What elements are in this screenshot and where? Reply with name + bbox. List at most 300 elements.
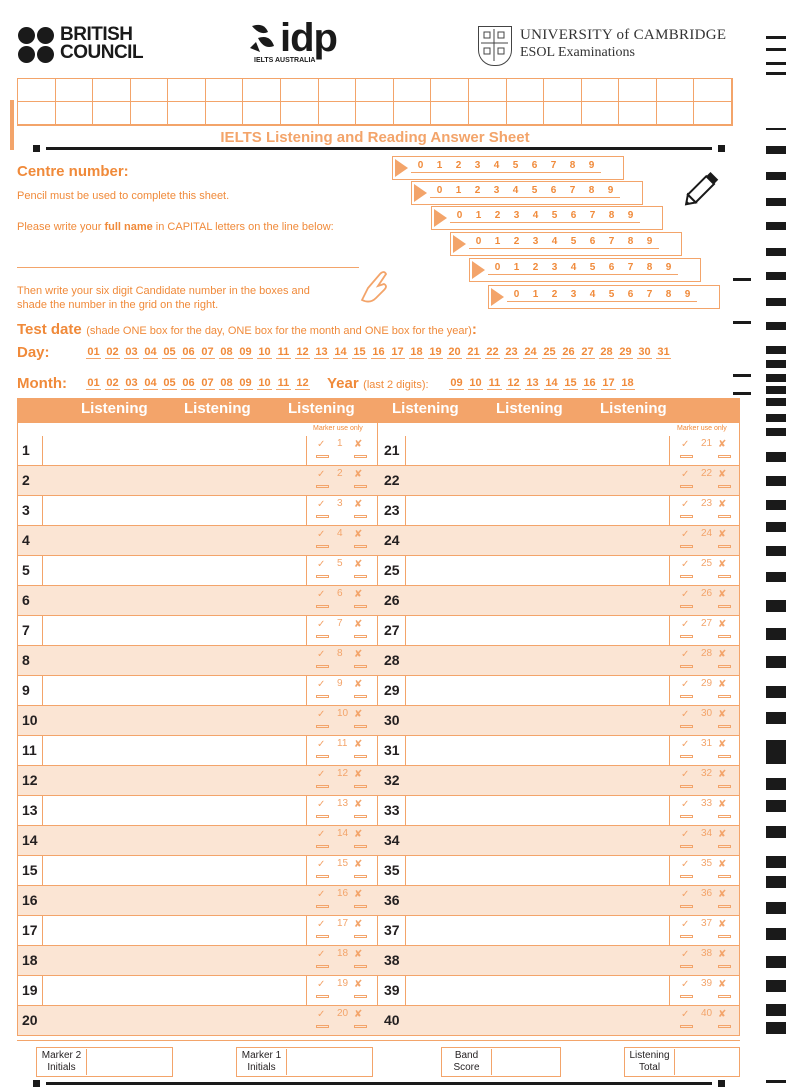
- name-letter-cell[interactable]: [356, 79, 394, 102]
- day-option[interactable]: 25: [543, 346, 556, 358]
- correct-mark-box[interactable]: [316, 1025, 329, 1028]
- candidate-digit-option[interactable]: 7: [563, 185, 582, 198]
- candidate-digit-option[interactable]: 3: [507, 210, 526, 223]
- correct-mark-box[interactable]: [316, 725, 329, 728]
- answer-field[interactable]: [43, 706, 305, 735]
- answer-field[interactable]: [406, 526, 668, 555]
- full-name-line[interactable]: [17, 267, 359, 268]
- incorrect-mark-box[interactable]: [354, 875, 367, 878]
- day-option[interactable]: 01: [87, 346, 100, 358]
- correct-mark-box[interactable]: [680, 1025, 693, 1028]
- name-letter-cell[interactable]: [56, 79, 94, 102]
- day-option[interactable]: 06: [182, 346, 195, 358]
- incorrect-mark-box[interactable]: [718, 485, 731, 488]
- question-number: 5: [22, 562, 30, 578]
- strip-arrow-icon: [395, 159, 408, 177]
- correct-mark-box[interactable]: [680, 965, 693, 968]
- incorrect-mark-box[interactable]: [718, 935, 731, 938]
- year-option[interactable]: 18: [621, 377, 634, 389]
- incorrect-mark-box[interactable]: [354, 515, 367, 518]
- incorrect-mark-box[interactable]: [718, 515, 731, 518]
- name-letter-cell[interactable]: [431, 102, 469, 125]
- year-option[interactable]: 12: [507, 377, 520, 389]
- listening-total-box[interactable]: [624, 1047, 740, 1077]
- correct-mark-box[interactable]: [316, 575, 329, 578]
- correct-mark-box[interactable]: [680, 605, 693, 608]
- day-option[interactable]: 18: [410, 346, 423, 358]
- candidate-digit-option[interactable]: 8: [563, 160, 582, 173]
- candidate-digit-option[interactable]: 4: [564, 262, 583, 275]
- correct-mark-box[interactable]: [680, 635, 693, 638]
- answer-field[interactable]: [43, 526, 305, 555]
- answer-field[interactable]: [43, 796, 305, 825]
- day-option[interactable]: 12: [296, 346, 309, 358]
- incorrect-mark-box[interactable]: [718, 695, 731, 698]
- day-option[interactable]: 22: [486, 346, 499, 358]
- incorrect-mark-box[interactable]: [354, 995, 367, 998]
- day-option[interactable]: 19: [429, 346, 442, 358]
- candidate-digit-option[interactable]: 6: [525, 160, 544, 173]
- question-number: 7: [22, 622, 30, 638]
- answer-field[interactable]: [43, 646, 305, 675]
- name-letter-cell[interactable]: [544, 102, 582, 125]
- answer-field[interactable]: [43, 676, 305, 705]
- name-letter-cell[interactable]: [18, 79, 56, 102]
- answer-field[interactable]: [43, 916, 305, 945]
- candidate-digit-option[interactable]: 0: [430, 185, 449, 198]
- incorrect-mark-box[interactable]: [718, 635, 731, 638]
- name-letter-cell[interactable]: [394, 79, 432, 102]
- incorrect-mark-box[interactable]: [718, 785, 731, 788]
- year-option[interactable]: 16: [583, 377, 596, 389]
- incorrect-mark-box[interactable]: [718, 665, 731, 668]
- answer-field[interactable]: [406, 496, 668, 525]
- candidate-digit-option[interactable]: 1: [507, 262, 526, 275]
- answer-field[interactable]: [43, 436, 305, 465]
- name-letter-cell[interactable]: [469, 79, 507, 102]
- correct-mark-box[interactable]: [316, 455, 329, 458]
- name-letter-cell[interactable]: [394, 102, 432, 125]
- day-option[interactable]: 17: [391, 346, 404, 358]
- incorrect-mark-box[interactable]: [354, 485, 367, 488]
- day-option[interactable]: 03: [125, 346, 138, 358]
- candidate-digit-option[interactable]: 7: [602, 236, 621, 249]
- name-letter-cell[interactable]: [507, 102, 545, 125]
- candidate-digit-option[interactable]: 1: [488, 236, 507, 249]
- answer-field[interactable]: [43, 766, 305, 795]
- answer-field[interactable]: [43, 946, 305, 975]
- candidate-digit-option[interactable]: 4: [545, 236, 564, 249]
- month-option[interactable]: 10: [258, 377, 271, 389]
- incorrect-mark-box[interactable]: [718, 455, 731, 458]
- candidate-digit-option[interactable]: 0: [507, 289, 526, 302]
- candidate-digit-option[interactable]: 5: [545, 210, 564, 223]
- tick-icon: ✓: [681, 799, 690, 810]
- candidate-digit-option[interactable]: 0: [488, 262, 507, 275]
- day-option[interactable]: 07: [201, 346, 214, 358]
- answer-field[interactable]: [406, 856, 668, 885]
- incorrect-mark-box[interactable]: [354, 455, 367, 458]
- cross-icon: ✘: [718, 769, 727, 780]
- candidate-digit-option[interactable]: 6: [564, 210, 583, 223]
- correct-mark-box[interactable]: [316, 845, 329, 848]
- incorrect-mark-box[interactable]: [718, 845, 731, 848]
- correct-mark-box[interactable]: [316, 905, 329, 908]
- candidate-digit-option[interactable]: 8: [640, 262, 659, 275]
- candidate-digit-option[interactable]: 8: [602, 210, 621, 223]
- day-option[interactable]: 20: [448, 346, 461, 358]
- incorrect-mark-box[interactable]: [718, 1025, 731, 1028]
- name-letter-cell[interactable]: [93, 79, 131, 102]
- correct-mark-box[interactable]: [316, 785, 329, 788]
- correct-mark-box[interactable]: [680, 845, 693, 848]
- marker2-initials-box[interactable]: [36, 1047, 173, 1077]
- candidate-digit-option[interactable]: 3: [487, 185, 506, 198]
- correct-mark-box[interactable]: [316, 875, 329, 878]
- candidate-digit-option[interactable]: 9: [601, 185, 620, 198]
- incorrect-mark-box[interactable]: [354, 725, 367, 728]
- correct-mark-box[interactable]: [316, 815, 329, 818]
- month-option[interactable]: 11: [277, 377, 290, 389]
- question-number: 22: [384, 472, 400, 488]
- month-option[interactable]: 01: [87, 377, 100, 389]
- answer-field[interactable]: [406, 736, 668, 765]
- name-letter-cell[interactable]: [243, 79, 281, 102]
- candidate-digit-option[interactable]: 8: [582, 185, 601, 198]
- day-option[interactable]: 30: [638, 346, 651, 358]
- incorrect-mark-box[interactable]: [354, 635, 367, 638]
- candidate-digit-option[interactable]: 0: [411, 160, 430, 173]
- incorrect-mark-box[interactable]: [354, 905, 367, 908]
- candidate-digit-option[interactable]: 1: [449, 185, 468, 198]
- incorrect-mark-box[interactable]: [354, 815, 367, 818]
- candidate-digit-option[interactable]: 2: [468, 185, 487, 198]
- year-option[interactable]: 10: [469, 377, 482, 389]
- marker1-initials-box[interactable]: [236, 1047, 373, 1077]
- answer-field[interactable]: [43, 826, 305, 855]
- candidate-digit-option[interactable]: 9: [582, 160, 601, 173]
- name-letter-cell[interactable]: [243, 102, 281, 125]
- incorrect-mark-box[interactable]: [354, 545, 367, 548]
- marker-question-number: 4: [337, 528, 343, 539]
- answer-field[interactable]: [406, 886, 668, 915]
- name-letter-cell[interactable]: [281, 102, 319, 125]
- correct-mark-box[interactable]: [680, 575, 693, 578]
- name-letter-cell[interactable]: [657, 102, 695, 125]
- marker-question-number: 31: [701, 738, 713, 749]
- candidate-digit-option[interactable]: 5: [506, 160, 525, 173]
- name-letter-cell[interactable]: [56, 102, 94, 125]
- name-letter-cell[interactable]: [469, 102, 507, 125]
- day-option[interactable]: 24: [524, 346, 537, 358]
- month-option[interactable]: 03: [125, 377, 138, 389]
- incorrect-mark-box[interactable]: [718, 905, 731, 908]
- month-option[interactable]: 05: [163, 377, 176, 389]
- candidate-digit-option[interactable]: 4: [487, 160, 506, 173]
- cross-icon: ✘: [718, 499, 727, 510]
- name-letter-cell[interactable]: [619, 79, 657, 102]
- answer-field[interactable]: [43, 616, 305, 645]
- name-letter-cell[interactable]: [582, 102, 620, 125]
- correct-mark-box[interactable]: [680, 995, 693, 998]
- idp-mark-icon: [248, 22, 280, 56]
- answer-field[interactable]: [406, 766, 668, 795]
- answer-field[interactable]: [406, 556, 668, 585]
- incorrect-mark-box[interactable]: [354, 575, 367, 578]
- month-option[interactable]: 08: [220, 377, 233, 389]
- candidate-digit-option[interactable]: 7: [583, 210, 602, 223]
- correct-mark-box[interactable]: [316, 695, 329, 698]
- year-option[interactable]: 09: [450, 377, 463, 389]
- timing-mark: [766, 1022, 786, 1034]
- answer-field[interactable]: [406, 586, 668, 615]
- day-option[interactable]: 04: [144, 346, 157, 358]
- question-number: 39: [384, 982, 400, 998]
- answer-field[interactable]: [406, 706, 668, 735]
- incorrect-mark-box[interactable]: [718, 755, 731, 758]
- candidate-digit-option[interactable]: 6: [621, 289, 640, 302]
- day-option[interactable]: 14: [334, 346, 347, 358]
- day-option[interactable]: 05: [163, 346, 176, 358]
- incorrect-mark-box[interactable]: [718, 605, 731, 608]
- correct-mark-box[interactable]: [680, 695, 693, 698]
- correct-mark-box[interactable]: [316, 515, 329, 518]
- answer-field[interactable]: [406, 616, 668, 645]
- timing-mark: [766, 1080, 786, 1083]
- correct-mark-box[interactable]: [680, 485, 693, 488]
- answer-field[interactable]: [43, 1006, 305, 1035]
- incorrect-mark-box[interactable]: [354, 785, 367, 788]
- name-letter-cell[interactable]: [319, 79, 357, 102]
- month-option[interactable]: 09: [239, 377, 252, 389]
- year-option[interactable]: 15: [564, 377, 577, 389]
- candidate-digit-option[interactable]: 2: [526, 262, 545, 275]
- cross-icon: ✘: [354, 439, 363, 450]
- tick-icon: ✓: [681, 439, 690, 450]
- candidate-digit-option[interactable]: 6: [602, 262, 621, 275]
- name-letter-cell[interactable]: [168, 79, 206, 102]
- correct-mark-box[interactable]: [680, 545, 693, 548]
- incorrect-mark-box[interactable]: [354, 1025, 367, 1028]
- correct-mark-box[interactable]: [316, 545, 329, 548]
- correct-mark-box[interactable]: [316, 755, 329, 758]
- correct-mark-box[interactable]: [680, 455, 693, 458]
- correct-mark-box[interactable]: [316, 605, 329, 608]
- answer-field[interactable]: [43, 466, 305, 495]
- incorrect-mark-box[interactable]: [718, 725, 731, 728]
- correct-mark-box[interactable]: [316, 485, 329, 488]
- idp-wordmark: idp: [280, 16, 337, 60]
- answer-field[interactable]: [406, 976, 668, 1005]
- month-option[interactable]: 06: [182, 377, 195, 389]
- candidate-digit-option[interactable]: 1: [469, 210, 488, 223]
- answer-field[interactable]: [43, 856, 305, 885]
- incorrect-mark-box[interactable]: [718, 995, 731, 998]
- tick-icon: ✓: [317, 769, 326, 780]
- candidate-digit-option[interactable]: 2: [449, 160, 468, 173]
- name-letter-cell[interactable]: [657, 79, 695, 102]
- candidate-digit-option[interactable]: 3: [468, 160, 487, 173]
- month-option[interactable]: 12: [296, 377, 309, 389]
- candidate-digit-option[interactable]: 4: [583, 289, 602, 302]
- timing-mark: [766, 752, 786, 764]
- day-option[interactable]: 16: [372, 346, 385, 358]
- candidate-digit-option[interactable]: 7: [640, 289, 659, 302]
- candidate-digit-option[interactable]: 0: [469, 236, 488, 249]
- day-option[interactable]: 27: [581, 346, 594, 358]
- candidate-digit-option[interactable]: 5: [602, 289, 621, 302]
- correct-mark-box[interactable]: [680, 725, 693, 728]
- answer-field[interactable]: [43, 586, 305, 615]
- incorrect-mark-box[interactable]: [718, 875, 731, 878]
- answer-field[interactable]: [43, 496, 305, 525]
- incorrect-mark-box[interactable]: [354, 665, 367, 668]
- cross-icon: ✘: [354, 949, 363, 960]
- candidate-digit-option[interactable]: 0: [450, 210, 469, 223]
- name-letter-cell[interactable]: [544, 79, 582, 102]
- answer-field[interactable]: [406, 826, 668, 855]
- answer-field[interactable]: [406, 1006, 668, 1035]
- day-option[interactable]: 02: [106, 346, 119, 358]
- candidate-digit-option[interactable]: 6: [544, 185, 563, 198]
- name-letter-cell[interactable]: [93, 102, 131, 125]
- answer-field[interactable]: [43, 976, 305, 1005]
- candidate-digit-option[interactable]: 9: [678, 289, 697, 302]
- correct-mark-box[interactable]: [316, 635, 329, 638]
- candidate-digit-option[interactable]: 3: [526, 236, 545, 249]
- name-letter-cell[interactable]: [206, 102, 244, 125]
- answer-field[interactable]: [43, 886, 305, 915]
- incorrect-mark-box[interactable]: [354, 605, 367, 608]
- day-option[interactable]: 23: [505, 346, 518, 358]
- question-number: 4: [22, 532, 30, 548]
- name-letter-cell[interactable]: [206, 79, 244, 102]
- correct-mark-box[interactable]: [680, 665, 693, 668]
- candidate-digit-option[interactable]: 8: [659, 289, 678, 302]
- name-letter-cell[interactable]: [18, 102, 56, 125]
- correct-mark-box[interactable]: [680, 785, 693, 788]
- name-letter-cell[interactable]: [507, 79, 545, 102]
- day-option[interactable]: 08: [220, 346, 233, 358]
- name-letter-cell[interactable]: [281, 79, 319, 102]
- answer-field[interactable]: [43, 736, 305, 765]
- candidate-digit-option[interactable]: 4: [526, 210, 545, 223]
- answer-field[interactable]: [406, 436, 668, 465]
- candidate-digit-option[interactable]: 9: [621, 210, 640, 223]
- day-option[interactable]: 26: [562, 346, 575, 358]
- correct-mark-box[interactable]: [680, 515, 693, 518]
- name-letter-cell[interactable]: [694, 79, 732, 102]
- candidate-digit-option[interactable]: 2: [488, 210, 507, 223]
- candidate-digit-option[interactable]: 2: [545, 289, 564, 302]
- incorrect-mark-box[interactable]: [718, 815, 731, 818]
- incorrect-mark-box[interactable]: [354, 935, 367, 938]
- year-option[interactable]: 14: [545, 377, 558, 389]
- candidate-digit-option[interactable]: 1: [430, 160, 449, 173]
- incorrect-mark-box[interactable]: [718, 965, 731, 968]
- correct-mark-box[interactable]: [316, 965, 329, 968]
- candidate-digit-option[interactable]: 6: [583, 236, 602, 249]
- correct-mark-box[interactable]: [680, 755, 693, 758]
- day-option[interactable]: 10: [258, 346, 271, 358]
- correct-mark-box[interactable]: [680, 905, 693, 908]
- candidate-digit-option[interactable]: 4: [506, 185, 525, 198]
- name-letter-cell[interactable]: [431, 79, 469, 102]
- day-option[interactable]: 15: [353, 346, 366, 358]
- month-option[interactable]: 07: [201, 377, 214, 389]
- candidate-digit-option[interactable]: 9: [659, 262, 678, 275]
- name-letter-cell[interactable]: [694, 102, 732, 125]
- day-option[interactable]: 29: [619, 346, 632, 358]
- incorrect-mark-box[interactable]: [718, 575, 731, 578]
- answer-field[interactable]: [406, 796, 668, 825]
- year-option[interactable]: 13: [526, 377, 539, 389]
- candidate-digit-option[interactable]: 7: [621, 262, 640, 275]
- candidate-digit-option[interactable]: 2: [507, 236, 526, 249]
- name-letter-cell[interactable]: [131, 79, 169, 102]
- candidate-digit-option[interactable]: 5: [525, 185, 544, 198]
- name-letter-cell[interactable]: [168, 102, 206, 125]
- incorrect-mark-box[interactable]: [354, 755, 367, 758]
- correct-mark-box[interactable]: [680, 815, 693, 818]
- year-option[interactable]: 17: [602, 377, 615, 389]
- name-letter-cell[interactable]: [619, 102, 657, 125]
- candidate-digit-option[interactable]: 3: [564, 289, 583, 302]
- day-option[interactable]: 21: [467, 346, 480, 358]
- answer-field[interactable]: [406, 676, 668, 705]
- incorrect-mark-box[interactable]: [354, 695, 367, 698]
- day-option[interactable]: 13: [315, 346, 328, 358]
- correct-mark-box[interactable]: [316, 995, 329, 998]
- year-option[interactable]: 11: [488, 377, 501, 389]
- answer-field[interactable]: [406, 916, 668, 945]
- candidate-digit-option[interactable]: 8: [621, 236, 640, 249]
- incorrect-mark-box[interactable]: [354, 845, 367, 848]
- day-option[interactable]: 28: [600, 346, 613, 358]
- answer-field[interactable]: [406, 646, 668, 675]
- incorrect-mark-box[interactable]: [354, 965, 367, 968]
- candidate-digit-option[interactable]: 3: [545, 262, 564, 275]
- tick-icon: ✓: [681, 1009, 690, 1020]
- month-option[interactable]: 02: [106, 377, 119, 389]
- name-letter-cell[interactable]: [356, 102, 394, 125]
- correct-mark-box[interactable]: [316, 665, 329, 668]
- correct-mark-box[interactable]: [680, 935, 693, 938]
- correct-mark-box[interactable]: [316, 935, 329, 938]
- candidate-digit-option[interactable]: 9: [640, 236, 659, 249]
- question-number: 27: [384, 622, 400, 638]
- answer-field[interactable]: [43, 556, 305, 585]
- month-option[interactable]: 04: [144, 377, 157, 389]
- candidate-digit-option[interactable]: 5: [564, 236, 583, 249]
- name-letter-cell[interactable]: [131, 102, 169, 125]
- question-number: 23: [384, 502, 400, 518]
- name-letter-grid[interactable]: [17, 78, 733, 126]
- name-letter-cell[interactable]: [319, 102, 357, 125]
- day-option[interactable]: 11: [277, 346, 290, 358]
- day-option[interactable]: 31: [657, 346, 670, 358]
- correct-mark-box[interactable]: [680, 875, 693, 878]
- name-letter-cell[interactable]: [582, 79, 620, 102]
- answer-field[interactable]: [406, 466, 668, 495]
- day-option[interactable]: 09: [239, 346, 252, 358]
- candidate-digit-option[interactable]: 5: [583, 262, 602, 275]
- band-score-box[interactable]: [441, 1047, 561, 1077]
- candidate-digit-option[interactable]: 7: [544, 160, 563, 173]
- incorrect-mark-box[interactable]: [718, 545, 731, 548]
- candidate-digit-option[interactable]: 1: [526, 289, 545, 302]
- answer-field[interactable]: [406, 946, 668, 975]
